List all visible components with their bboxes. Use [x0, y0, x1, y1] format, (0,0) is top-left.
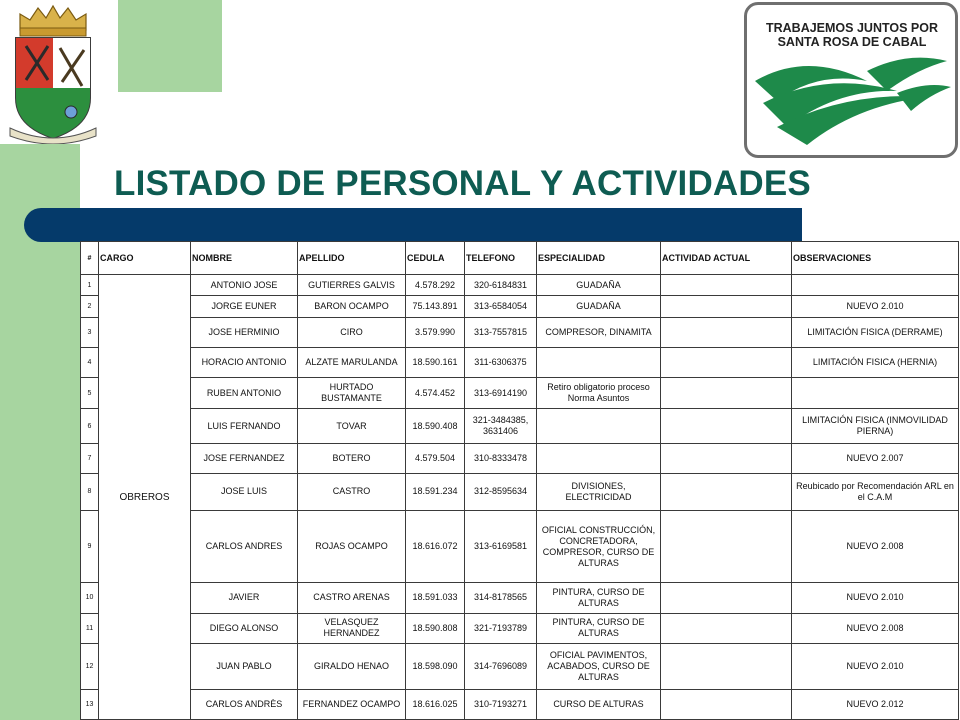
coat-of-arms-icon [4, 2, 102, 144]
cedula-cell: 75.143.891 [406, 296, 465, 317]
cargo-cell: OBREROS [99, 275, 191, 720]
row-number: 4 [81, 347, 99, 377]
observaciones-cell: LIMITACIÓN FISICA (DERRAME) [792, 317, 959, 347]
page-title: LISTADO DE PERSONAL Y ACTIVIDADES [114, 164, 811, 203]
apellido-cell: BOTERO [298, 444, 406, 473]
cedula-cell: 18.616.025 [406, 689, 465, 719]
telefono-cell: 321-7193789 [465, 613, 537, 643]
especialidad-cell: OFICIAL CONSTRUCCIÓN, CONCRETADORA, COMPRESOR, CURSO DE ALTURAS [537, 511, 661, 583]
cedula-cell: 4.574.452 [406, 378, 465, 408]
row-number: 8 [81, 473, 99, 511]
telefono-cell: 314-7696089 [465, 643, 537, 689]
observaciones-cell: NUEVO 2.007 [792, 444, 959, 473]
actividad-cell [661, 689, 792, 719]
cedula-cell: 18.590.808 [406, 613, 465, 643]
observaciones-cell: NUEVO 2.010 [792, 643, 959, 689]
header-cargo: CARGO [99, 242, 191, 275]
especialidad-cell: PINTURA, CURSO DE ALTURAS [537, 583, 661, 613]
telefono-cell: 310-8333478 [465, 444, 537, 473]
telefono-cell: 314-8178565 [465, 583, 537, 613]
row-number: 5 [81, 378, 99, 408]
header-actividad: ACTIVIDAD ACTUAL [661, 242, 792, 275]
nombre-cell: JORGE EUNER [191, 296, 298, 317]
observaciones-cell: NUEVO 2.008 [792, 613, 959, 643]
actividad-cell [661, 643, 792, 689]
row-number: 1 [81, 275, 99, 296]
cedula-cell: 18.598.090 [406, 643, 465, 689]
actividad-cell [661, 444, 792, 473]
row-number: 2 [81, 296, 99, 317]
nombre-cell: LUIS FERNANDO [191, 408, 298, 443]
cedula-cell: 18.591.234 [406, 473, 465, 511]
apellido-cell: BARON OCAMPO [298, 296, 406, 317]
table-row [81, 444, 959, 473]
actividad-cell [661, 296, 792, 317]
personnel-table [80, 241, 959, 720]
especialidad-cell [537, 444, 661, 473]
observaciones-cell: NUEVO 2.010 [792, 583, 959, 613]
especialidad-cell: PINTURA, CURSO DE ALTURAS [537, 613, 661, 643]
actividad-cell [661, 473, 792, 511]
apellido-cell: ROJAS OCAMPO [298, 511, 406, 583]
actividad-cell [661, 317, 792, 347]
row-number: 3 [81, 317, 99, 347]
cedula-cell: 18.590.161 [406, 347, 465, 377]
title-underline-bar [24, 208, 802, 242]
apellido-cell: CASTRO [298, 473, 406, 511]
table-row [81, 473, 959, 511]
table-row [81, 378, 959, 408]
especialidad-cell: COMPRESOR, DINAMITA [537, 317, 661, 347]
nombre-cell: RUBEN ANTONIO [191, 378, 298, 408]
cedula-cell: 18.591.033 [406, 583, 465, 613]
apellido-cell: TOVAR [298, 408, 406, 443]
header-apellido: APELLIDO [298, 242, 406, 275]
row-number: 6 [81, 408, 99, 443]
telefono-cell: 313-6584054 [465, 296, 537, 317]
especialidad-cell: Retiro obligatorio proceso Norma Asuntos [537, 378, 661, 408]
telefono-cell: 311-6306375 [465, 347, 537, 377]
row-number: 9 [81, 511, 99, 583]
actividad-cell [661, 275, 792, 296]
nombre-cell: ANTONIO JOSE [191, 275, 298, 296]
apellido-cell: GUTIERRES GALVIS [298, 275, 406, 296]
nombre-cell: JAVIER [191, 583, 298, 613]
table-row [81, 613, 959, 643]
especialidad-cell [537, 347, 661, 377]
observaciones-cell [792, 378, 959, 408]
telefono-cell: 310-7193271 [465, 689, 537, 719]
observaciones-cell: LIMITACIÓN FISICA (HERNIA) [792, 347, 959, 377]
cedula-cell: 18.590.408 [406, 408, 465, 443]
apellido-cell: GIRALDO HENAO [298, 643, 406, 689]
table-row [81, 296, 959, 317]
especialidad-cell: DIVISIONES, ELECTRICIDAD [537, 473, 661, 511]
table-row [81, 275, 959, 296]
row-number: 13 [81, 689, 99, 719]
actividad-cell [661, 378, 792, 408]
table-row [81, 317, 959, 347]
row-number: 11 [81, 613, 99, 643]
row-number: 10 [81, 583, 99, 613]
telefono-cell: 312-8595634 [465, 473, 537, 511]
observaciones-cell: Reubicado por Recomendación ARL en el C.A.M [792, 473, 959, 511]
nombre-cell: HORACIO ANTONIO [191, 347, 298, 377]
header-especialidad: ESPECIALIDAD [537, 242, 661, 275]
nombre-cell: JUAN PABLO [191, 643, 298, 689]
telefono-cell: 320-6184831 [465, 275, 537, 296]
cedula-cell: 18.616.072 [406, 511, 465, 583]
apellido-cell: ALZATE MARULANDA [298, 347, 406, 377]
especialidad-cell: GUADAÑA [537, 296, 661, 317]
table-header-row [81, 242, 959, 275]
row-number: 7 [81, 444, 99, 473]
telefono-cell: 321-3484385, 3631406 [465, 408, 537, 443]
header-telefono: TELEFONO [465, 242, 537, 275]
telefono-cell: 313-6914190 [465, 378, 537, 408]
header-cedula: CEDULA [406, 242, 465, 275]
especialidad-cell [537, 408, 661, 443]
observaciones-cell: LIMITACIÓN FISICA (INMOVILIDAD PIERNA) [792, 408, 959, 443]
nombre-cell: JOSE FERNANDEZ [191, 444, 298, 473]
table-row [81, 511, 959, 583]
actividad-cell [661, 613, 792, 643]
cedula-cell: 3.579.990 [406, 317, 465, 347]
campaign-logo-text: TRABAJEMOS JUNTOS POR SANTA ROSA DE CABAL [765, 21, 938, 49]
telefono-cell: 313-6169581 [465, 511, 537, 583]
especialidad-cell: GUADAÑA [537, 275, 661, 296]
row-number: 12 [81, 643, 99, 689]
apellido-cell: FERNANDEZ OCAMPO [298, 689, 406, 719]
table-row [81, 583, 959, 613]
header-nombre: NOMBRE [191, 242, 298, 275]
observaciones-cell: NUEVO 2.010 [792, 296, 959, 317]
swoosh-icon [747, 41, 955, 158]
actividad-cell [661, 347, 792, 377]
observaciones-cell: NUEVO 2.012 [792, 689, 959, 719]
cedula-cell: 4.578.292 [406, 275, 465, 296]
cedula-cell: 4.579.504 [406, 444, 465, 473]
green-accent-top [118, 0, 222, 92]
actividad-cell [661, 408, 792, 443]
header-num: # [81, 242, 99, 275]
apellido-cell: VELASQUEZ HERNANDEZ [298, 613, 406, 643]
nombre-cell: JOSE LUIS [191, 473, 298, 511]
nombre-cell: DIEGO ALONSO [191, 613, 298, 643]
telefono-cell: 313-7557815 [465, 317, 537, 347]
nombre-cell: CARLOS ANDRES [191, 511, 298, 583]
apellido-cell: CASTRO ARENAS [298, 583, 406, 613]
observaciones-cell [792, 275, 959, 296]
apellido-cell: CIRO [298, 317, 406, 347]
especialidad-cell: CURSO DE ALTURAS [537, 689, 661, 719]
table-row [81, 689, 959, 719]
campaign-logo [744, 2, 958, 158]
nombre-cell: CARLOS ANDRÈS [191, 689, 298, 719]
actividad-cell [661, 583, 792, 613]
table-row [81, 347, 959, 377]
table-row [81, 408, 959, 443]
apellido-cell: HURTADO BUSTAMANTE [298, 378, 406, 408]
actividad-cell [661, 511, 792, 583]
header-observaciones: OBSERVACIONES [792, 242, 959, 275]
nombre-cell: JOSE HERMINIO [191, 317, 298, 347]
especialidad-cell: OFICIAL PAVIMENTOS, ACABADOS, CURSO DE ALTURAS [537, 643, 661, 689]
table-row [81, 643, 959, 689]
observaciones-cell: NUEVO 2.008 [792, 511, 959, 583]
